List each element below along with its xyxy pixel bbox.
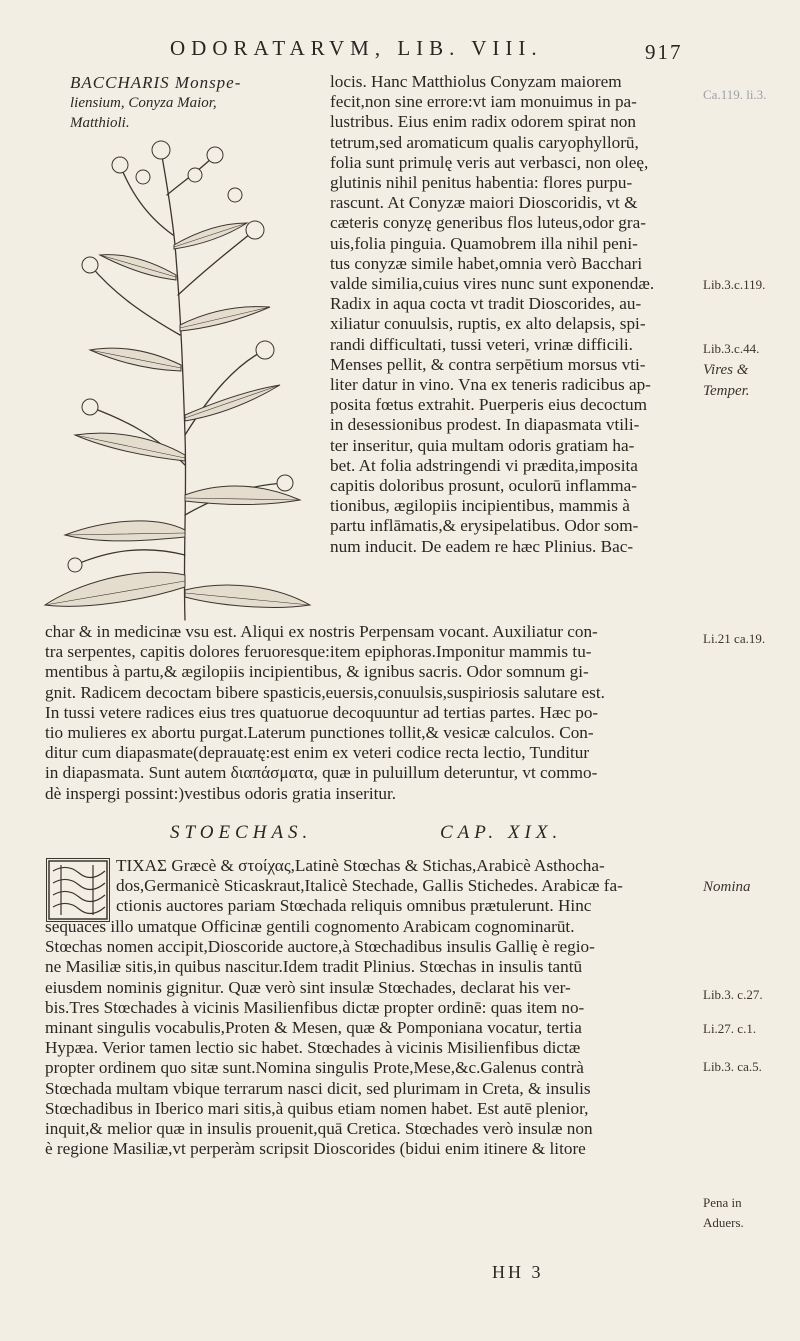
margin-note: Lib.3.c.119. [703,277,766,292]
margin-note: Vires & [703,362,749,378]
plant-caption-title: BACCHARIS Monspe- [70,73,242,92]
baccharis-line: In tussi vetere radices eius tres quatuorue decoquuntur ad tertias partes. Hæc po- [45,702,599,722]
stoechas-line: bis.Tres Stœchades à vicinis Masilienfibus dictæ propter ordinē: quas item no- [45,997,585,1017]
baccharis-line: locis. Hanc Matthiolus Conyzam maiorem [330,72,622,91]
baccharis-line: num inducit. De eadem re hæc Plinius. Bac- [330,536,634,556]
stoechas-line: Stœchadibus in Iberico mari sitis,à quibus etiam nomen habet. Est autē plenior, [45,1098,589,1118]
baccharis-line: capitis doloribus prosunt, oculorū inflamma- [330,476,637,496]
decorated-initial-ornament [46,858,110,922]
chapter-number: CAP. XIX. [440,822,563,843]
stoechas-line: dos,Germanicè Sticaskraut,Italicè Stechade, Gallis Stichedes. Arabicæ fa- [116,876,623,896]
stoechas-line: Stœchada multam vbique terrarum nasci dicit, sed plurimam in Creta, & insulis [45,1078,591,1098]
baccharis-line: char & in medicinæ vsu est. Aliqui ex nostris Perpensam vocant. Auxiliatur con- [45,622,598,641]
margin-note: Lib.3. c.27. [703,987,763,1002]
chapter-heading [170,822,600,844]
baccharis-line: mentibus à partu,& ægilopiis incipientibus, & ignibus sacris. Odor somnum gi- [45,662,589,682]
baccharis-line: in diapasmata. Sunt autem διαπάσματα, quæ in puluillum deteruntur, vt commo- [45,763,598,783]
baccharis-line: uis,folia pinguia. Quamobrem illa nihil peni- [330,233,638,253]
stoechas-line: minant singulis vocabulis,Proten & Mesen, quæ & Pomponiana vocatur, tertia [45,1018,582,1038]
stoechas-body-text [45,917,693,1159]
plant-caption-line: liensium, Conyza Maior, [70,95,217,111]
baccharis-text-column [330,72,692,557]
baccharis-line: fecit,non sine errore:vt iam monuimus in pa- [330,92,637,112]
baccharis-line: cæteris conyzę generibus flos luteus,odor gra- [330,213,646,233]
stoechas-line: sequaces illo umatque Officinæ gentili cognomento Arabicam cognominarūt. [45,917,575,936]
margin-note: Nomina [703,879,751,895]
baccharis-line: gnit. Radicem decoctam bibere spasticis,euersis,conuulsis,suspiriosis salutare est. [45,682,605,702]
stoechas-line: ΤΙΧΑΣ Græcè & στοίχας,Latinè Stœchas & Stichas,Arabicè Asthocha- [116,856,605,875]
baccharis-line: posita fœtus extrahit. Puerperis eius decoctum [330,395,647,415]
baccharis-line: liter datur in vino. Vna ex teneris radicibus ap- [330,375,651,395]
baccharis-line: randi difficultati, tussi veteri, vrinæ difficili. [330,334,633,354]
baccharis-line: in desessionibus prodest. In diapasmata vtili- [330,415,640,435]
baccharis-line: dè inspergi possint:)vestibus odoris gratia inseritur. [45,783,397,803]
stoechas-line: Hypæa. Verior tamen lectio sic habet. Stœchades à vicinis Misilienfibus dictæ [45,1038,581,1058]
page-number: 917 [645,40,683,64]
baccharis-line: tionibus, ægilopiis incipientibus, mammis à [330,496,630,516]
baccharis-line: Radix in aqua cocta vt tradit Dioscorides, au- [330,294,642,314]
plant-woodcut-illustration [35,135,320,625]
margin-note: Ca.119. li.3. [703,87,767,102]
stoechas-line: ne Masiliæ sitis,in quibus nascitur.Idem tradit Plinius. Stœchas in insulis tantū [45,957,583,977]
stoechas-line: eiusdem nominis gignitur. Quæ verò sint insulæ Stœchades, declarat his ver- [45,977,571,997]
margin-note: Pena in [703,1195,742,1210]
baccharis-line: partu inflāmatis,& erysipelatibus. Odor som- [330,516,639,536]
baccharis-line: tio mulieres ex abortu purgat.Laterum punctiones tollit,& vesicæ calculos. Con- [45,723,594,743]
baccharis-line: ditur cum diapasmate(deprauatę:est enim ex veteri codice recta lectio, Tunditur [45,743,590,763]
stoechas-line: Stœchas nomen accipit,Dioscoride auctore,à Stœchadibus insulis Gallię è regio- [45,937,595,957]
baccharis-line: glutinis nihil penitus habentia: flores purpu- [330,173,633,193]
plant-caption-line: Matthioli. [70,115,130,131]
running-head: ODORATARVM, LIB. VIII. [170,36,543,60]
catchword-signature: HH 3 [492,1262,544,1282]
stoechas-line: è regione Masiliæ,vt perperàm scripsit Dioscorides (bidui enim itinere & litore [45,1139,586,1159]
baccharis-line: xiliatur conuulsis, ruptis, ex alto delapsis, spi- [330,314,646,334]
baccharis-line: folia sunt primulę veris aut verbasci, non oleę, [330,152,649,172]
margin-note: Lib.3.c.44. [703,341,760,356]
baccharis-line: ter inseritur, quia multam odoris gratiam ha- [330,435,635,455]
stoechas-line: propter ordinem quo sitæ sunt.Nomina singulis Prote,Mese,&c.Galenus contrà [45,1058,584,1078]
baccharis-line: tra serpentes, capitis dolores feruoresque:item epiphoras.Imponitur mammis tu- [45,642,592,662]
chapter-title: STOECHAS. [170,822,313,843]
baccharis-line: tus conyzæ simile habet,omnia verò Bacchari [330,253,643,273]
stoechas-lead-text [116,856,694,917]
baccharis-text-full [45,622,693,804]
baccharis-line: tetrum,sed aromaticum qualis caryophyllorū, [330,132,639,152]
margin-note: Aduers. [703,1215,744,1230]
baccharis-line: rascunt. At Conyzæ maiori Dioscoridis, vt & [330,193,638,213]
margin-note: Temper. [703,383,750,399]
baccharis-line: lustribus. Eius enim radix odorem spirat non [330,112,636,132]
plant-caption [70,73,295,133]
stoechas-line: inquit,& melior quæ in insulis prouenit,quā Cretica. Stœchades verò insulæ non [45,1119,593,1139]
baccharis-line: Menses pellit, & contra serpētium morsus vti- [330,354,646,374]
baccharis-line: bet. At folia adstringendi vi prædita,imposita [330,455,638,475]
baccharis-line: valde similia,cuius vires nunc sunt exponendæ. [330,274,655,294]
stoechas-line: ctionis auctores pariam Stœchada reliquis omnibus prætulerunt. Hinc [116,896,592,916]
margin-note: Lib.3. ca.5. [703,1059,762,1074]
margin-note: Li.27. c.1. [703,1021,757,1036]
margin-note: Li.21 ca.19. [703,631,766,646]
